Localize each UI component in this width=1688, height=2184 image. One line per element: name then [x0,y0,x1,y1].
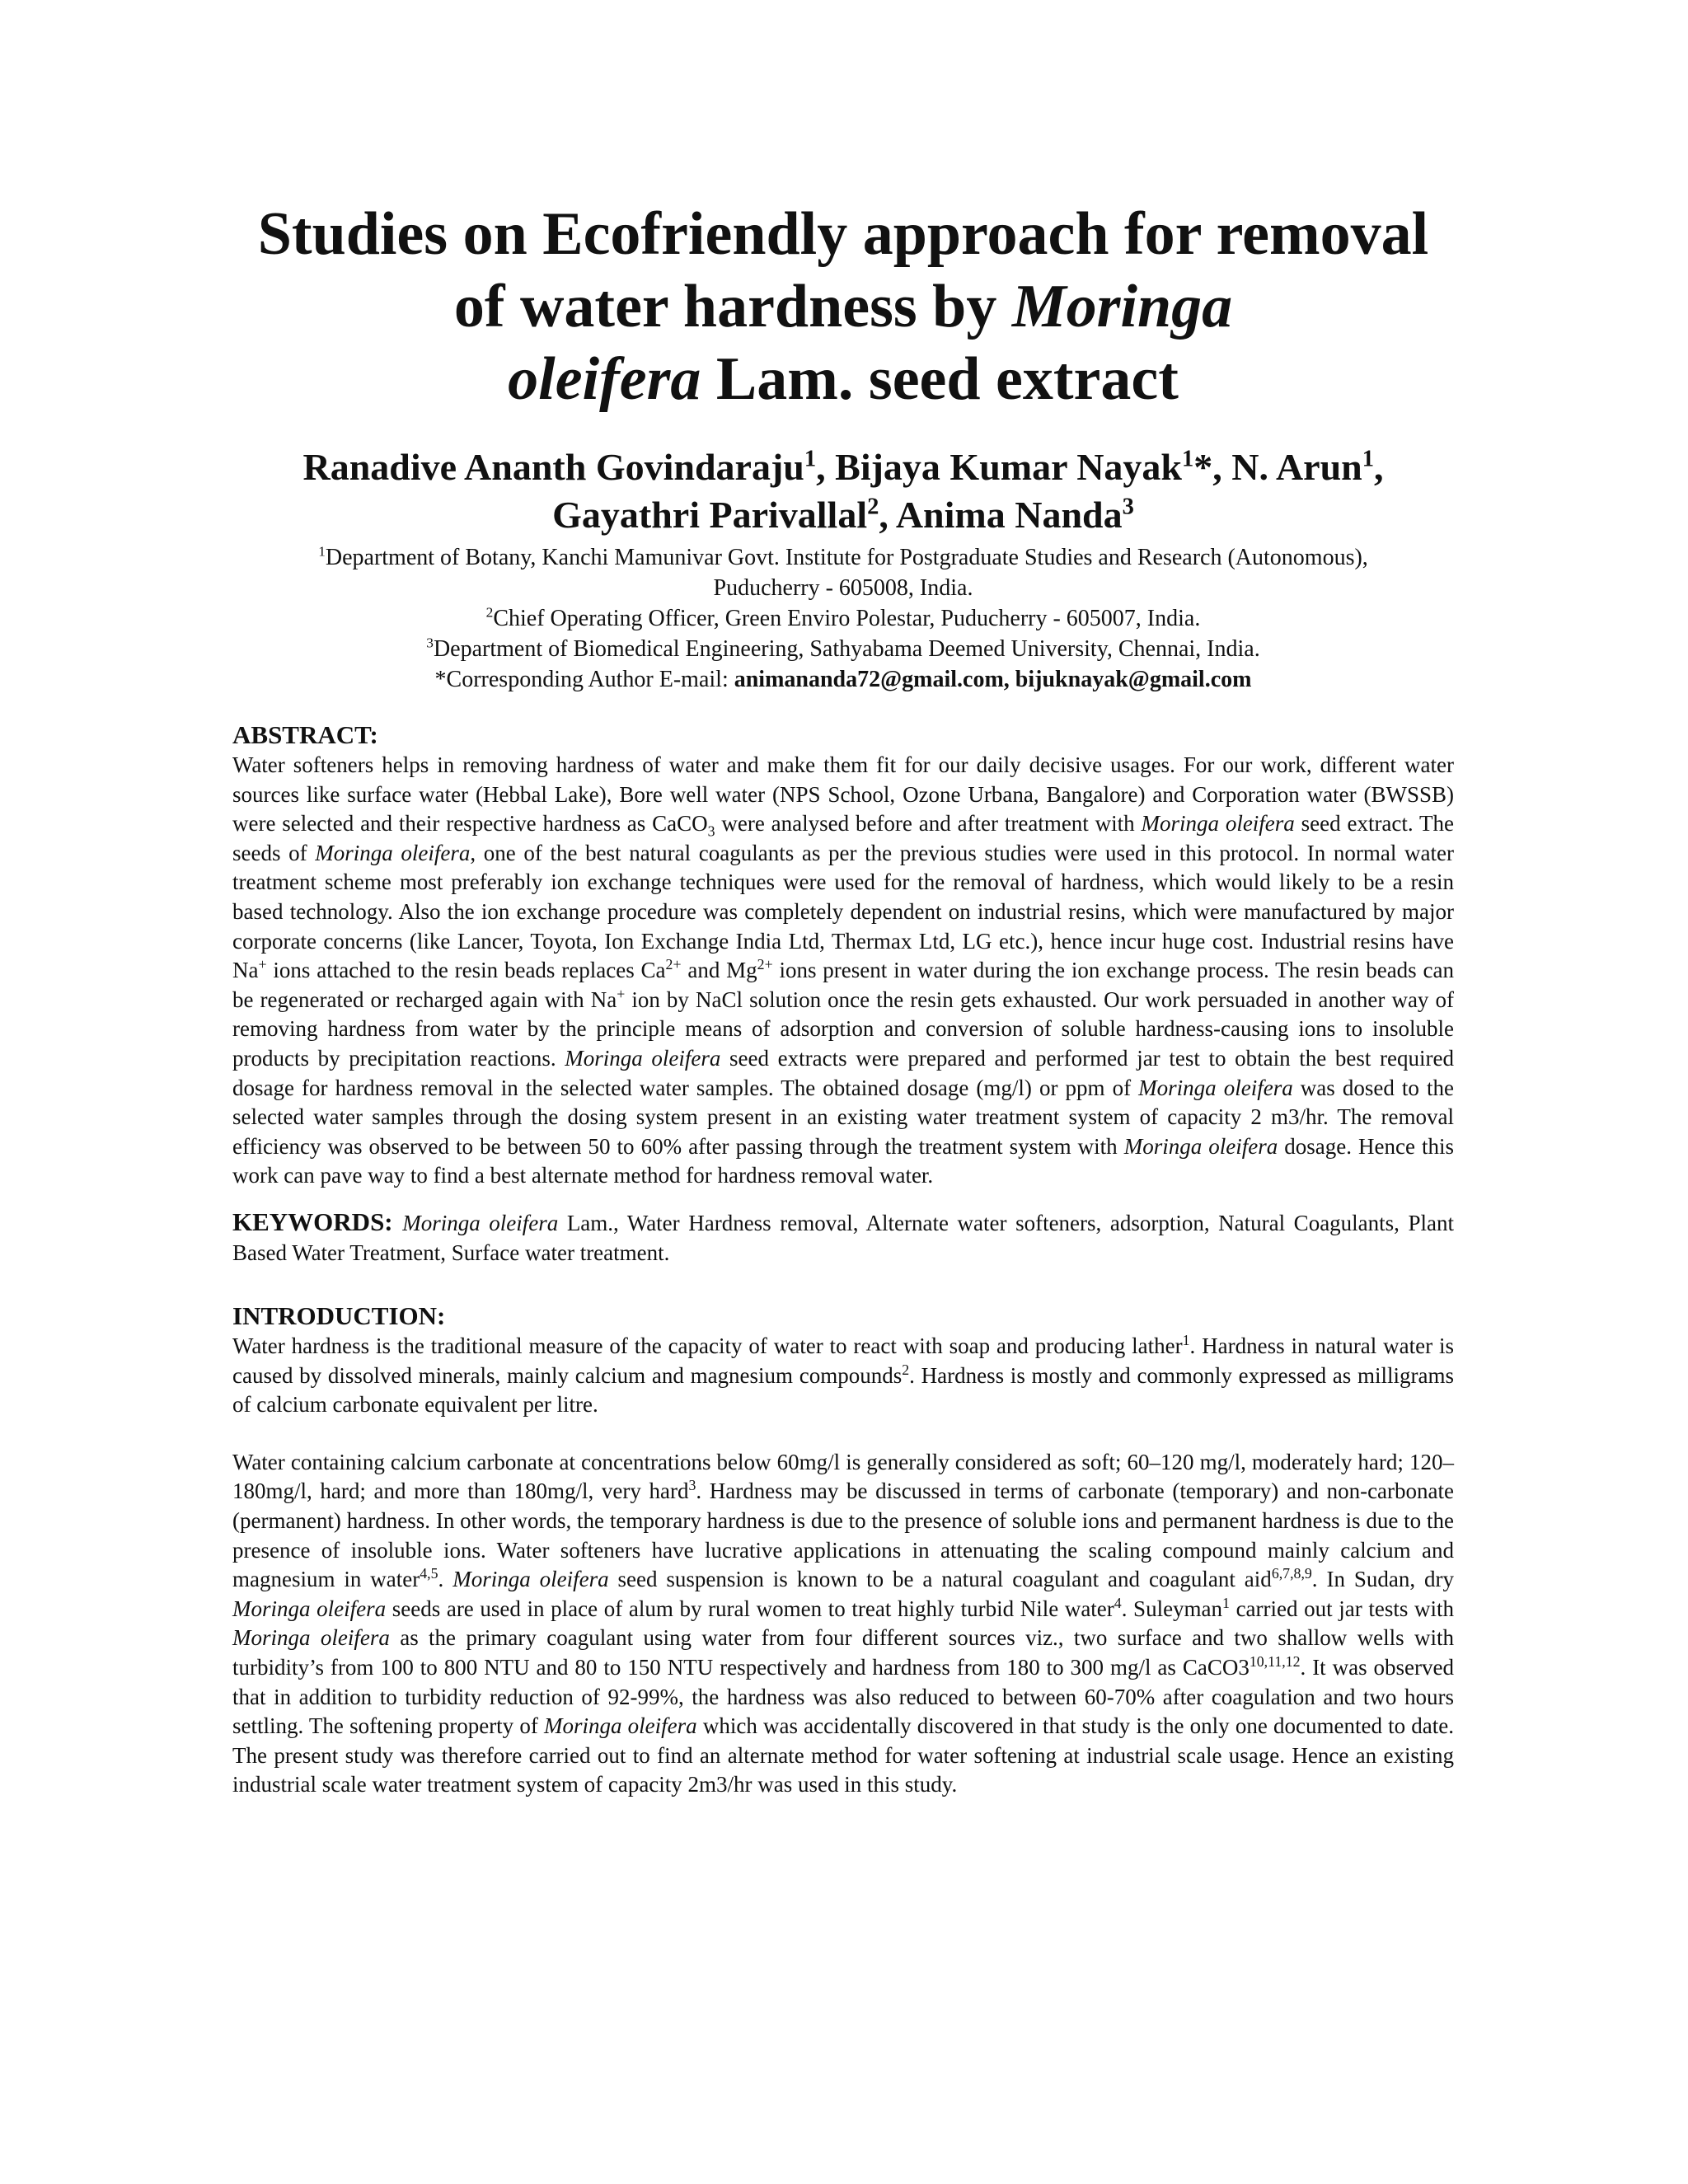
affiliation-text: Department of Biomedical Engineering, Sathyabama Deemed University, Chennai, India. [433,636,1260,662]
affiliations [232,542,1454,695]
introduction-paragraph-2: Water containing calcium carbonate at concentrations below 60mg/l is generally considered as soft; 60–120 mg/l, moderately hard; 120–180mg/l, hard; and more than 180mg/l, very hard$^3$. Hardness may be discussed in terms of carbonate (temporary) and non-carbonate (permanent) hardness. In other words, the temporary hardness is due to the presence of soluble ions and permanent hardness is due to the presence of insoluble ions. Water softeners have lucrative applications in attenuating the scaling compound mainly calcium and magnesium in water$^{4,5}$. Moringa oleifera seed suspension is known to be a natural coagulant and coagulant aid$^{6,7,8,9}$. In Sudan, dry Moringa oleifera seeds are used in place of alum by rural women to treat highly turbid Nile water$^4$. Suleyman$^1$ carried out jar tests with Moringa oleifera as the primary coagulant using water from four different sources viz., two surface and two shallow wells with turbidity’s from 100 to 800 NTU and 80 to 150 NTU respectively and hardness from 180 to 300 mg/l as CaCO3$^{10,11,12}$. It was observed that in addition to turbidity reduction of 92-99%, the hardness was also reduced to between 60-70% after coagulation and two hours settling. The softening property of Moringa oleifera which was accidentally discovered in that study is the only one documented to date. The present study was therefore carried out to find an alternate method for water softening at industrial scale usage. Hence an existing industrial scale water treatment system of capacity 2m3/hr was used in this study. [232,1449,1455,1797]
title-italic-genus: Moringa [1011,273,1233,340]
corresponding-email-links[interactable]: animananda72@gmail.com, bijuknayak@gmail.com [734,667,1252,692]
affiliation-text: Department of Botany, Kanchi Mamunivar Govt. Institute for Postgraduate Studies and Research (Autonomous), [325,545,1368,570]
author-name: Ranadive Ananth Govindaraju [302,446,804,488]
affiliation-text: Puducherry - 605008, India. [713,575,973,601]
affiliation-2 [232,603,1454,634]
affiliation-mark: 1 [318,543,326,560]
abstract-text: Water softeners helps in removing hardness of water and make them fit for our daily decisive usages. For our work, different water sources like surface water (Hebbal Lake), Bore well water (NPS School, Ozone Urbana, Bangalore) and Corporation water (BWSSB) were selected and their respective hardness as CaCO$_3$ were analysed before and after treatment with Moringa oleifera seed extract. The seeds of Moringa oleifera, one of the best natural coagulants as per the previous studies were used in this protocol. In normal water treatment scheme most preferably ion exchange techniques were used for the removal of hardness, which would likely to be a resin based technology. Also the ion exchange procedure was completely dependent on industrial resins, which were manufactured by major corporate concerns (like Lancer, Toyota, Ion Exchange India Ltd, Thermax Ltd, LG etc.), hence incur huge cost. Industrial resins have Na+ ions attached to the resin beads replaces $Ca^{2+}$ and $Mg^{2+}$ ions present in water during the ion exchange process. The resin beads can be regenerated or recharged again with Na+ ion by NaCl solution once the resin gets exhausted. Our work persuaded in another way of removing hardness from water by the principle means of adsorption and conversion of soluble hardness-causing ions to insoluble products by precipitation reactions. Moringa oleifera seed extracts were prepared and performed jar test to obtain the best required dosage for hardness removal in the selected water samples. The obtained dosage (mg/l) or ppm of Moringa oleifera was dosed to the selected water samples through the dosing system present in an existing water treatment system of capacity 2 m3/hr. The removal efficiency was observed to be between 50 to 60% after passing through the treatment system with Moringa oleifera dosage. Hence this work can pave way to find a best alternate method for hardness removal water. [232,752,1455,1188]
title-line-3: Lam. seed extract [701,345,1179,413]
author-name: , Bijaya Kumar Nayak [816,446,1182,488]
author-name: , Anima Nanda [879,494,1123,536]
paragraph-gap [232,1420,1454,1448]
author-affiliation-mark: 1 [804,446,817,472]
introduction-paragraph-1: Water hardness is the traditional measure of the capacity of water to react with soap and producing lather$^1$. Hardness in natural water is caused by dissolved minerals, mainly calcium and magnesium compounds$^2$. Hardness is mostly and commonly expressed as milligrams of calcium carbonate equivalent per litre. [232,1332,1454,1418]
author-separator: , [1374,446,1384,488]
affiliation-text: Chief Operating Officer, Green Enviro Polestar, Puducherry - 605007, India. [493,606,1201,631]
author-name: Gayathri Parivallal [552,494,868,536]
title-line-2: of water hardness by [453,273,1012,340]
affiliation-mark: 3 [426,635,434,651]
keywords-label: KEYWORDS: [232,1207,403,1236]
introduction-heading: INTRODUCTION: [232,1301,446,1331]
affiliation-1 [232,542,1454,603]
affiliation-3 [232,634,1454,664]
author-name: , N. Arun [1212,446,1362,488]
author-affiliation-mark: 1 [1362,446,1375,472]
title-line-1: Studies on Ecofriendly approach for removal [257,200,1429,268]
abstract-heading: ABSTRACT: [232,720,378,749]
author-affiliation-mark: 3 [1122,494,1134,520]
paper-title [232,198,1454,415]
author-affiliation-mark: 2 [867,494,879,520]
author-list [232,443,1454,539]
corresponding-label: *Corresponding Author E-mail: [434,667,734,692]
author-affiliation-mark: 1 [1182,446,1194,472]
paper-page [232,198,1454,1800]
keywords: KEYWORDS: Moringa oleifera Lam., Water Hardness removal, Alternate water softeners, adsorption, Natural Coagulants, Plant Based Water Treatment, Surface water treatment. [232,1207,1454,1265]
affiliation-mark: 2 [485,604,494,621]
corresponding-author-mark: * [1193,446,1213,488]
title-italic-species: oleifera [508,345,701,413]
corresponding-author [232,664,1454,695]
